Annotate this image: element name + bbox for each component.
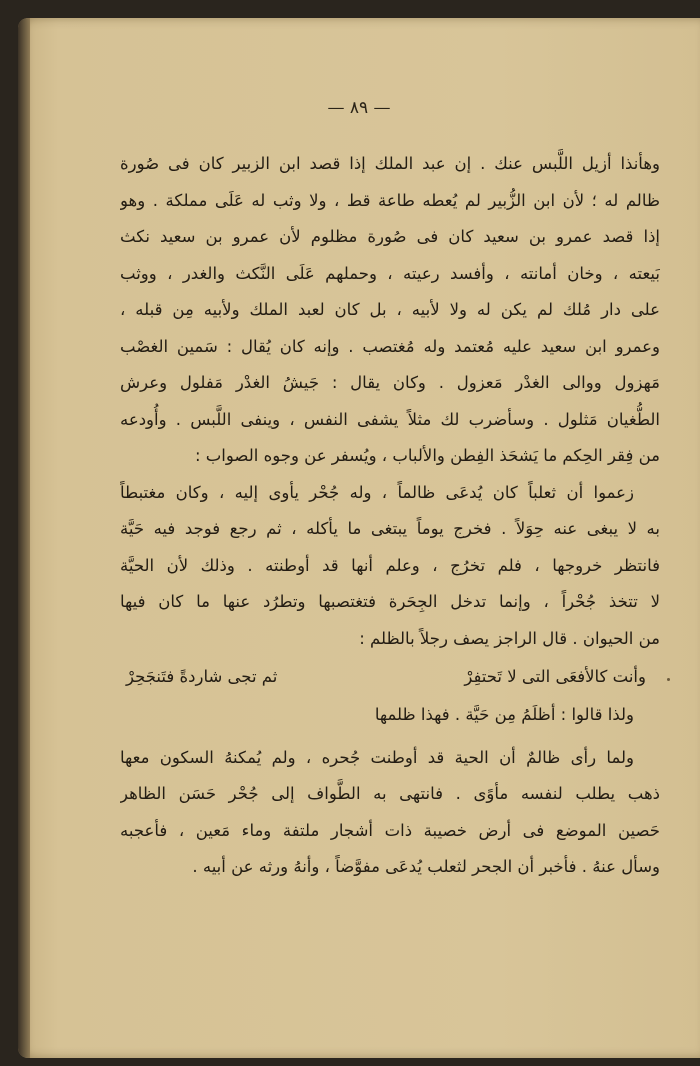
book-gutter (18, 18, 30, 1058)
text-line: الطُّغيان مَثلول . وسأضرب لك مثلاً يشفى النفس ، وينفى اللَّبس . وأُودعه (120, 409, 660, 429)
body-text (120, 146, 660, 886)
text-line: على دار مُلك لم يكن له ولا لأبيه ، بل كان لعبد الملك ولأبيه مِن قبله ، (120, 300, 660, 319)
text-line: حَصين الموضع فى أرض خصيبة ذات أشجار ملتفة وماء مَعين ، فأعجبه (120, 820, 660, 840)
text-line: ذهب يطلب لنفسه مأوًى . فانتهى به الطَّواف إلى جُحْر حَسَن الظاهر (120, 784, 660, 803)
text-line: ولما رأى ظالمٌ أن الحية قد أوطنت جُحره ، ولم يُمكنهُ السكون معها (120, 747, 634, 767)
page-sheet (18, 18, 700, 1058)
paper-speck (667, 678, 670, 681)
verse-second-hemistich: ثم تجى شاردةً فتَنجَحِرْ (126, 667, 278, 686)
text-line: فانتظر خروجها ، فلم تخرُج ، وعلم أنها قد أوطنته . وذلك لأن الحيَّة (120, 555, 660, 575)
text-line: به لا يبغى عنه حِوَلاً . فخرج يوماً يبتغى ما يأكله ، ثم رجع فوجد فيه حَيَّة (120, 519, 660, 538)
poem-verse (120, 657, 660, 697)
text-line: لا تتخذ جُحْراً ، وإنما تدخل الجِحَرة فتغتصبها وتطرُد عنها ما كان فيها (120, 592, 660, 611)
verse-first-hemistich: وأنت كالأفعَى التى لا تَحتفِرْ (464, 667, 646, 686)
text-line: وهأنذا أزيل اللَّبس عنك . إن عبد الملك إذا قصد ابن الزبير كان فى صُورة (120, 154, 660, 173)
text-line: وعمرو ابن سعيد عليه مُعتمد وله مُغتصب . وإنه كان يُقال : سَمين الغصْب (120, 336, 660, 356)
text-line: ولذا قالوا : أظلَمُ مِن حَيَّة . فهذا ظلمها (374, 705, 634, 724)
text-line: وسأل عنهُ . فأخبر أن الجحر لثعلب يُدعَى مفوَّضاً ، وأنهُ ورثه عن أبيه . (192, 857, 660, 876)
text-line: إذا قصد عمرو بن سعيد كان فى صُورة مظلوم لأن عمرو بن سعيد نكث (120, 227, 660, 246)
text-line: من فِقر الحِكم ما يَشحَذ الفِطن والألباب ، ويُسفر عن وجوه الصواب : (194, 446, 660, 465)
text-line: مَهزول ووالى الغدْر مَعزول . وكان يقال : جَيشُ الغدْر مَفلول وعرش (120, 373, 660, 392)
text-line: من الحيوان . قال الراجز يصف رجلاً بالظلم : (359, 628, 660, 648)
text-line: زعموا أن ثعلباً كان يُدعَى ظالماً ، وله جُحْر يأوى إليه ، وكان مغتبطاً (120, 482, 634, 502)
page-number: — ٨٩ — (327, 98, 391, 118)
text-line: بَيعته ، وخان أمانته ، وأفسد رعيته ، وحملهم عَلَى النَّكث والغدر ، ووثب (120, 263, 660, 283)
text-line: ظالم له ؛ لأن ابن الزُّبير لم يُعطه طاعة قط ، ولا وثب له عَلَى مملكة . وهو (120, 190, 660, 210)
